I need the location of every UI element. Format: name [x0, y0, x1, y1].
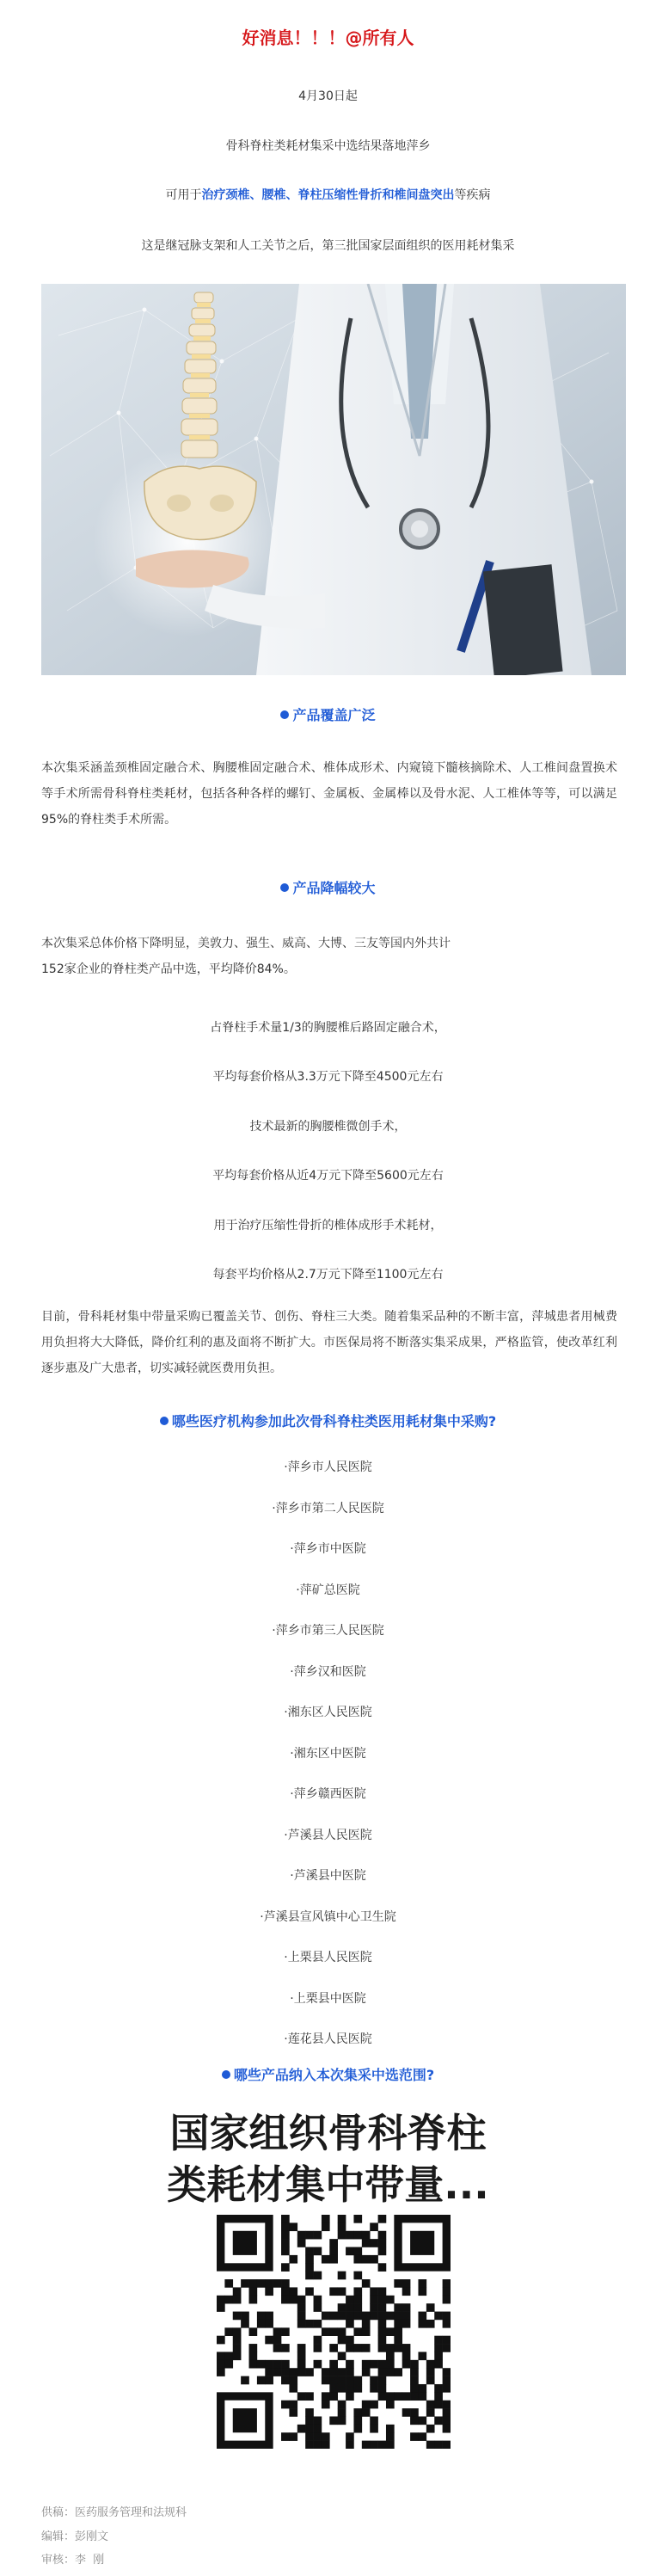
section-title-coverage: 产品覆盖广泛 — [0, 704, 656, 724]
hospital-list-item: ·萍乡市第二人民医院 — [272, 1502, 384, 1515]
date-line: 4月30日起 — [298, 89, 358, 103]
price-detail: 占脊柱手术量1/3的胸腰椎后路固定融合术， — [210, 1021, 446, 1035]
bullet-dot-icon — [280, 710, 289, 719]
hospital-list-item: ·萍矿总医院 — [296, 1583, 360, 1597]
hospital-list-item: ·上栗县人民医院 — [284, 1951, 372, 1964]
hospital-list-item: ·萍乡赣西医院 — [290, 1787, 366, 1801]
hospital-list-item: ·湘东区人民医院 — [284, 1706, 372, 1719]
closing-paragraph: 目前，骨科耗材集中带量采购已覆盖关节、创伤、脊柱三大类。随着集采品种的不断丰富，萍城患者用械费用负担将大大降低，降价红利的惠及面将不断扩大。市医保局将不断落实集采成果，严格监管，使改革红利逐步惠及广大患者，切实减轻就医费用负担。 — [41, 1310, 617, 1375]
qr-card-title: 国家组织骨科脊柱 类耗材集中带量... — [167, 2110, 489, 2208]
section-title-products: 哪些产品纳入本次集采中选范围? — [0, 2064, 656, 2084]
usage-suffix: 等疾病 — [454, 188, 491, 202]
footer-editor: 编辑：彭刚文 — [41, 2530, 109, 2543]
hospital-list-item: ·湘东区中医院 — [290, 1747, 366, 1761]
price-paragraph: 本次集采总体价格下降明显，美敦力、强生、威高、大博、三友等国内外共计 152家企业的脊柱类产品中选，平均降价84%。 — [41, 937, 451, 976]
hospital-list-item: ·芦溪县人民医院 — [284, 1829, 372, 1842]
hospital-list-item: ·芦溪县宣风镇中心卫生院 — [260, 1910, 396, 1924]
usage-prefix: 可用于 — [165, 188, 202, 202]
intro-line: 这是继冠脉支架和人工关节之后，第三批国家层面组织的医用耗材集采 — [141, 239, 515, 253]
subtitle: 骨科脊柱类耗材集采中选结果落地萍乡 — [225, 139, 431, 153]
hospital-list-item: ·芦溪县中医院 — [290, 1869, 366, 1883]
section-title-hospitals: 哪些医疗机构参加此次骨科脊柱类医用耗材集中采购? — [0, 1411, 656, 1430]
coverage-paragraph: 本次集采涵盖颈椎固定融合术、胸腰椎固定融合术、椎体成形术、内窥镜下髓核摘除术、人工椎间盘置换术等手术所需骨科脊柱类耗材，包括各种各样的螺钉、金属板、金属棒以及骨水泥、人工椎体等等，可以满足95%的脊柱类手术所需。 — [41, 761, 617, 827]
doctor-spine-image — [41, 284, 626, 675]
qr-code-icon[interactable] — [217, 2215, 451, 2449]
hospital-list-item: ·萍乡市第三人民医院 — [272, 1624, 384, 1638]
hospital-list-item: ·上栗县中医院 — [290, 1992, 366, 2006]
bullet-dot-icon — [280, 883, 289, 892]
hospital-list-item: ·莲花县人民医院 — [284, 2032, 372, 2046]
price-detail: 每套平均价格从2.7万元下降至1100元左右 — [212, 1268, 444, 1282]
headline: 好消息！！！@所有人 — [242, 28, 414, 48]
price-detail: 平均每套价格从近4万元下降至5600元左右 — [212, 1169, 444, 1183]
hospital-list-item: ·萍乡汉和医院 — [290, 1665, 366, 1679]
hospital-list-item: ·萍乡市中医院 — [290, 1542, 366, 1556]
section-title-price: 产品降幅较大 — [0, 877, 656, 897]
hospital-list-item: ·萍乡市人民医院 — [284, 1460, 372, 1474]
price-detail: 平均每套价格从3.3万元下降至4500元左右 — [212, 1070, 444, 1084]
bullet-dot-icon — [160, 1417, 169, 1425]
bullet-dot-icon — [222, 2070, 230, 2079]
footer-reviewer: 审核：李 刚 — [41, 2554, 105, 2567]
price-detail: 用于治疗压缩性骨折的椎体成形手术耗材， — [213, 1219, 443, 1233]
usage-highlight: 治疗颈椎、腰椎、脊柱压缩性骨折和椎间盘突出 — [201, 188, 455, 202]
usage-line — [0, 186, 656, 203]
footer-source: 供稿：医药服务管理和法规科 — [41, 2506, 187, 2519]
price-detail: 技术最新的胸腰椎微创手术， — [249, 1120, 407, 1134]
